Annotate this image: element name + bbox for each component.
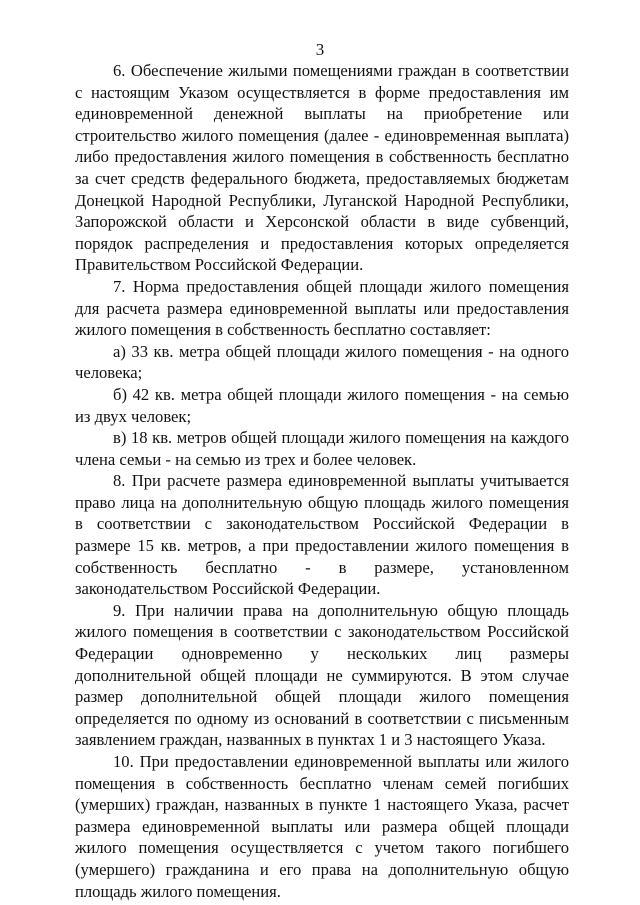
paragraph-9: 9. При наличии права на дополнительную общую площадь жилого помещения в соответствии с законодательством Российской Федерации одновременно у нескольких лиц размеры дополнительной общей площади не суммируются. В этом случае размер дополнительной общей площади жилого помещения определяется по одному из оснований в соответствии с письменным заявлением граждан, названных в пунктах 1 и 3 настоящего Указа. [75, 600, 569, 750]
paragraph-7a: а) 33 кв. метра общей площади жилого помещения - на одного человека; [75, 341, 569, 383]
document-body [75, 60, 569, 902]
paragraph-10: 10. При предоставлении единовременной выплаты или жилого помещения в собственность бесплатно членам семей погибших (умерших) граждан, названных в пункте 1 настоящего Указа, расчет размера единовременной выплаты или размера общей площади жилого помещения осуществляется с учетом такого погибшего (умершего) гражданина и его права на дополнительную общую площадь жилого помещения. [75, 752, 569, 901]
page-number: 3 [315, 40, 325, 59]
paragraph-7: 7. Норма предоставления общей площади жилого помещения для расчета размера единовременной выплаты или предоставления жилого помещения в собственность бесплатно составляет: [75, 276, 569, 340]
paragraph-6: 6. Обеспечение жилыми помещениями граждан в соответствии с настоящим Указом осуществляется в форме предоставления им единовременной денежной выплаты на приобретение или строительство жилого помещения (далее - единовременная выплата) либо предоставления жилого помещения в собственность бесплатно за счет средств федерального бюджета, предоставляемых бюджетам Донецкой Народной Республики, Луганской Народной Республики, Запорожской области и Херсонской области в виде субвенций, порядок распределения и предоставления которых определяется Правительством Российской Федерации. [75, 61, 569, 275]
paragraph-7v: в) 18 кв. метров общей площади жилого помещения на каждого члена семьи - на семью из трех и более человек. [75, 428, 569, 469]
paragraph-8: 8. При расчете размера единовременной выплаты учитывается право лица на дополнительную общую площадь жилого помещения в соответствии с законодательством Российской Федерации в размере 15 кв. метров, а при предоставлении жилого помещения в собственность бесплатно - в размере, установленном законодательством Российской Федерации. [75, 471, 569, 599]
paragraph-7b: б) 42 кв. метра общей площади жилого помещения - на семью из двух человек; [75, 384, 569, 426]
